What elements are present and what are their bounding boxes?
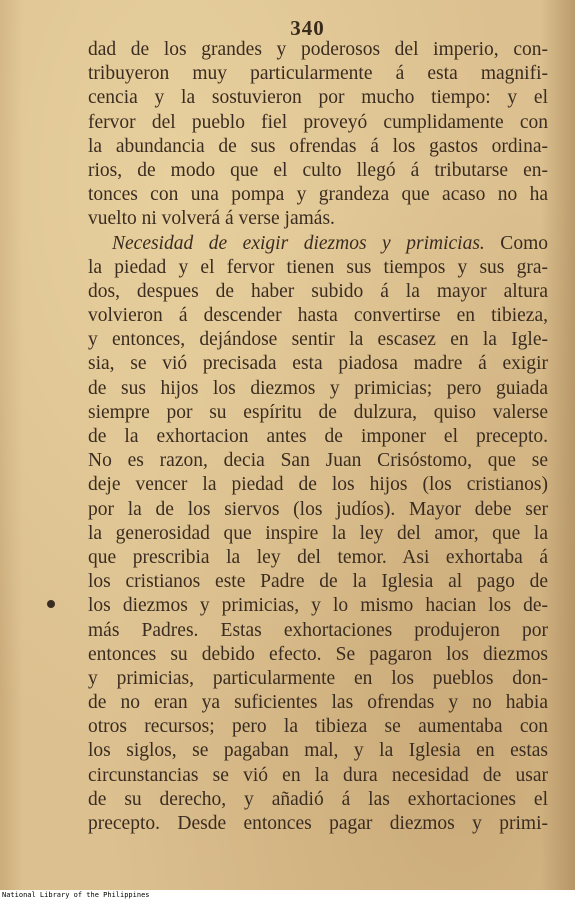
text-line: tribuyeron muy particularmente á esta magnifi- [88, 63, 548, 85]
text-line: y entonces, dejándose sentir la escasez en la Igle- [88, 329, 548, 351]
section-heading: Necesidad de exigir diezmos y primicias. [112, 232, 485, 254]
page-number: 340 [290, 16, 325, 40]
footer-credit: National Library of the Philippines [2, 891, 150, 899]
text-line: volvieron á descender hasta convertirse en tibieza, [88, 305, 548, 327]
text-line: circunstancias se vió en la dura necesidad de usar [88, 764, 548, 786]
text-line: de no eran ya suficientes las ofrendas y no habia [88, 692, 548, 714]
text-line: los diezmos y primicias, y lo mismo hacian los de- [88, 595, 548, 617]
text-line: de sus hijos los diezmos y primicias; pero guiada [88, 377, 548, 399]
text-line: y primicias, particularmente en los pueblos don- [88, 667, 548, 689]
text-line: la generosidad que inspire la ley del amor, que la [88, 522, 548, 544]
text-line: siempre por su espíritu de dulzura, quiso valerse [88, 401, 548, 423]
text-line: que prescribia la ley del temor. Asi exhortaba á [88, 546, 548, 568]
body-text [88, 38, 548, 836]
text-line: No es razon, decia San Juan Crisóstomo, que se [88, 450, 548, 472]
text-line: por la de los siervos (los judíos). Mayor debe ser [88, 498, 548, 520]
text-line: precepto. Desde entonces pagar diezmos y primi- [88, 813, 548, 834]
text-line: cencia y la sostuvieron por mucho tiempo: y el [88, 87, 548, 109]
text-line: fervor del pueblo fiel proveyó cumplidamente con [88, 111, 548, 133]
text-run: Como [484, 232, 548, 254]
text-line: sia, se vió precisada esta piadosa madre á exigir [88, 353, 548, 375]
text-line: los cristianos este Padre de la Iglesia al pago de [88, 571, 548, 593]
text-line: vuelto ni volverá á verse jamás. [88, 208, 335, 230]
text-line: de su derecho, y añadió á las exhortaciones el [88, 788, 548, 810]
text-line: rios, de modo que el culto llegó á tributarse en- [88, 159, 548, 181]
text-line: más Padres. Estas exhortaciones produjeron por [88, 619, 548, 641]
margin-dot [47, 600, 55, 608]
footer-bar [0, 890, 575, 900]
text-line: deje vencer la piedad de los hijos (los cristianos) [88, 474, 548, 496]
text-line: la piedad y el fervor tienen sus tiempos y sus gra- [88, 256, 548, 278]
text-line: entonces su debido efecto. Se pagaron los diezmos [88, 643, 548, 665]
text-line: de la exhortacion antes de imponer el precepto. [88, 426, 548, 447]
text-line: tonces con una pompa y grandeza que acaso no ha [88, 184, 548, 206]
text-line: la abundancia de sus ofrendas á los gastos ordina- [88, 135, 548, 157]
text-line [88, 232, 548, 256]
text-line: los siglos, se pagaban mal, y la Iglesia en estas [88, 740, 548, 762]
text-line: dos, despues de haber subido á la mayor altura [88, 280, 548, 302]
text-line: dad de los grandes y poderosos del imperio, con- [88, 39, 548, 60]
text-line: otros recursos; pero la tibieza se aumentaba con [88, 716, 548, 738]
